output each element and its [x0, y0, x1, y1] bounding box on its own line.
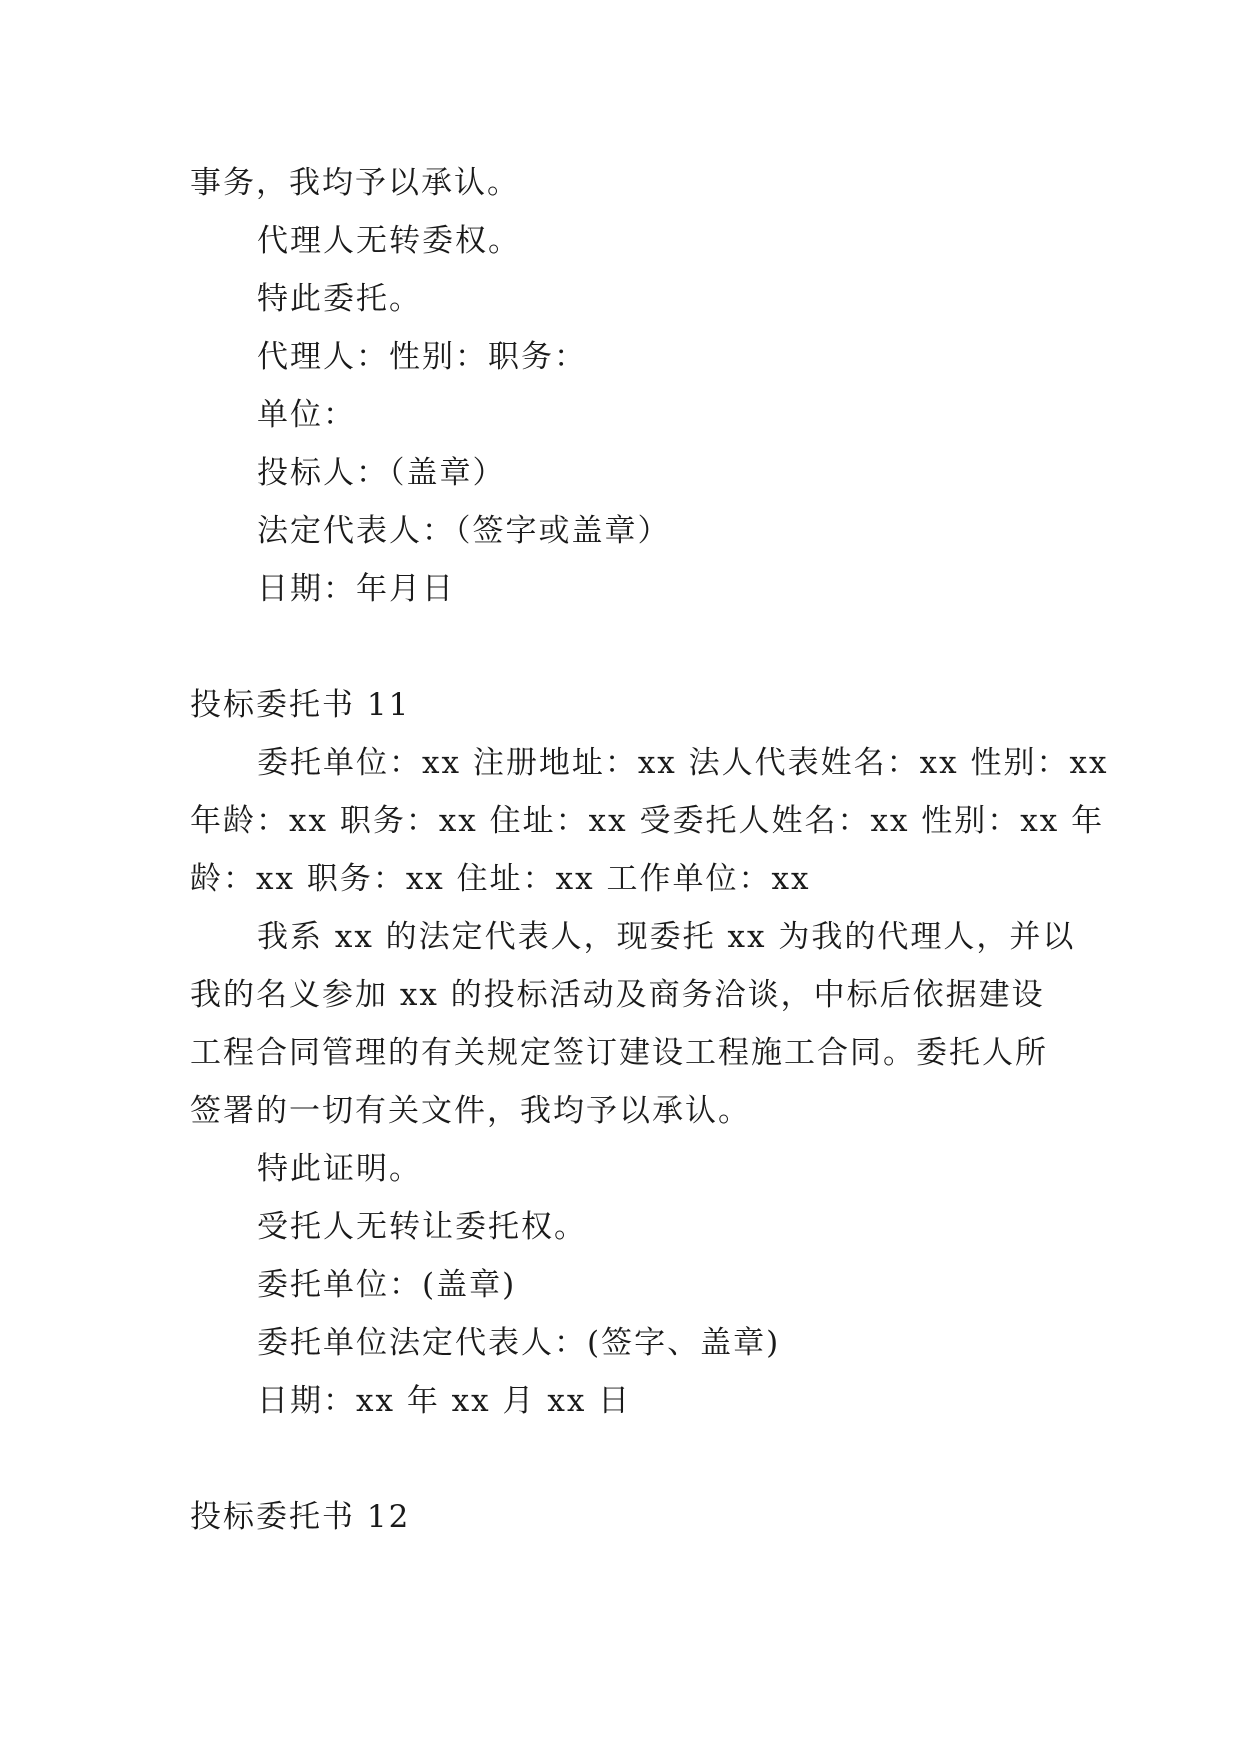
- text-line: 特此委托。: [257, 281, 422, 317]
- text-line: 代理人无转委权。: [257, 223, 521, 259]
- text-line: 法定代表人：（签字或盖章）: [257, 513, 671, 549]
- text-line: 签署的一切有关文件，我均予以承认。: [190, 1093, 751, 1129]
- text-line: 委托单位：xx 注册地址：xx 法人代表姓名：xx 性别：xx: [257, 745, 1109, 781]
- spacer: [190, 1430, 1058, 1488]
- text-line: 特此证明。: [257, 1151, 422, 1187]
- text-line: 我的名义参加 xx 的投标活动及商务洽谈，中标后依据建设: [190, 977, 1045, 1013]
- document-body: [190, 154, 1109, 1546]
- text-line: 年龄：xx 职务：xx 住址：xx 受委托人姓名：xx 性别：xx 年: [190, 803, 1105, 839]
- text-line: 受托人无转让委托权。: [257, 1209, 587, 1245]
- text-line: 龄：xx 职务：xx 住址：xx 工作单位：xx: [190, 861, 811, 897]
- text-line: 我系 xx 的法定代表人，现委托 xx 为我的代理人，并以: [257, 919, 1076, 955]
- text-line: 投标人：（盖章）: [257, 455, 506, 491]
- section-heading: 投标委托书 11: [190, 687, 411, 723]
- section-heading: 投标委托书 12: [190, 1499, 411, 1535]
- spacer: [190, 618, 1058, 676]
- text-line: 工程合同管理的有关规定签订建设工程施工合同。委托人所: [190, 1035, 1048, 1071]
- text-line: 委托单位法定代表人：(签字、盖章): [257, 1325, 781, 1361]
- text-line: 日期：年月日: [257, 571, 455, 607]
- text-line: 单位：: [257, 397, 356, 433]
- text-line: 代理人：性别：职务：: [257, 339, 587, 375]
- text-line: 事务，我均予以承认。: [190, 165, 520, 201]
- text-line: 委托单位：(盖章): [257, 1267, 517, 1303]
- text-line: 日期：xx 年 xx 月 xx 日: [257, 1383, 632, 1419]
